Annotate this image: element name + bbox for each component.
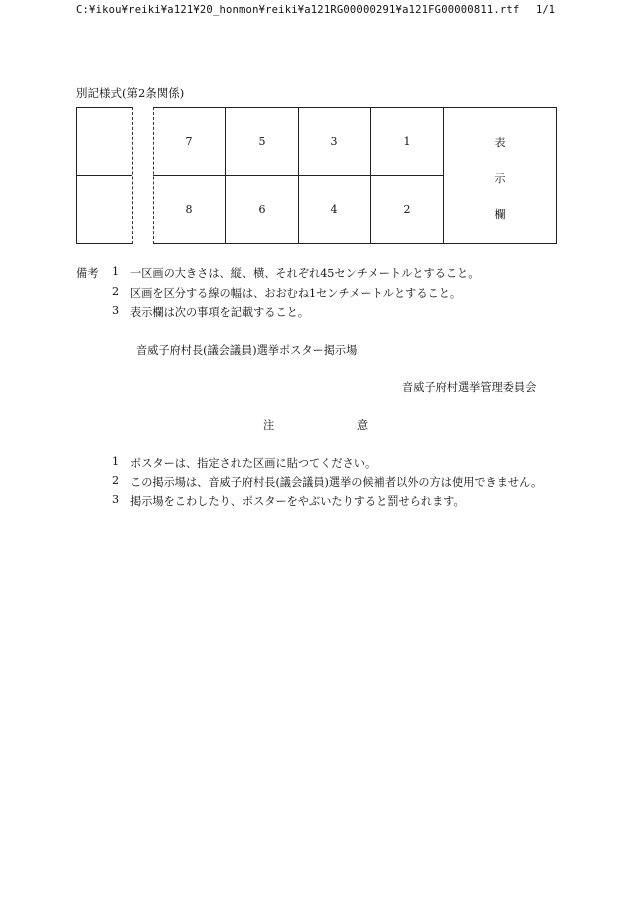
table-col-line-1 <box>225 107 226 244</box>
cell-number: 1 <box>403 135 411 148</box>
table-col-line-2 <box>298 107 299 244</box>
caution-text: この掲示場は、音威子府村長(議会議員)選挙の候補者以外の方は使用できません。 <box>130 476 543 489</box>
caution-heading-char: 意 <box>357 419 369 432</box>
table-break-dash-right <box>153 107 154 244</box>
file-path: C:¥ikou¥reiki¥a121¥20_honmon¥reiki¥a121RG00000291¥a121FG00000811.rtf <box>76 4 520 16</box>
remark-text: 一区画の大きさは、縦、横、それぞれ45センチメートルとすること。 <box>130 267 480 280</box>
remark-number: 2 <box>112 285 120 298</box>
form-label: 別記様式(第2条関係) <box>76 86 185 100</box>
remark-number: 3 <box>112 304 120 317</box>
page-number: 1/1 <box>536 4 555 16</box>
cell-number: 6 <box>258 203 266 216</box>
caution-number: 3 <box>112 493 120 506</box>
committee-name: 音威子府村選挙管理委員会 <box>402 381 537 394</box>
display-column-char: 示 <box>494 172 506 185</box>
table-left-border <box>76 107 77 244</box>
table-top-border-left <box>76 107 132 108</box>
table-col-line-4 <box>443 107 444 244</box>
cell-number: 2 <box>403 203 411 216</box>
table-bottom-border-right <box>153 243 557 244</box>
caution-number: 1 <box>112 455 120 468</box>
caution-text: 掲示場をこわしたり、ポスターをやぶいたりすると罰せられます。 <box>130 495 465 508</box>
cell-number: 8 <box>185 203 193 216</box>
table-right-border <box>556 107 557 244</box>
cell-number: 3 <box>330 135 338 148</box>
table-break-dash-left <box>132 107 133 244</box>
display-column-char: 欄 <box>494 208 506 221</box>
table-col-line-3 <box>370 107 371 244</box>
display-column-char: 表 <box>494 136 506 149</box>
caution-heading-char: 注 <box>263 419 275 432</box>
cell-number: 5 <box>258 135 266 148</box>
remarks-label: 備考 <box>76 267 99 280</box>
remark-text: 表示欄は次の事項を記載すること。 <box>130 306 310 319</box>
caution-text: ポスターは、指定された区画に貼つてください。 <box>130 457 377 470</box>
cell-number: 4 <box>330 203 338 216</box>
remark-text: 区画を区分する線の幅は、おおむね1センチメートルとすること。 <box>130 287 462 300</box>
cell-number: 7 <box>185 135 193 148</box>
table-top-border-right <box>153 107 557 108</box>
caution-number: 2 <box>112 474 120 487</box>
table-bottom-border-left <box>76 243 132 244</box>
poster-title: 音威子府村長(議会議員)選挙ポスター掲示場 <box>136 344 358 357</box>
table-middle-line-left <box>76 175 132 176</box>
remark-number: 1 <box>112 265 120 278</box>
